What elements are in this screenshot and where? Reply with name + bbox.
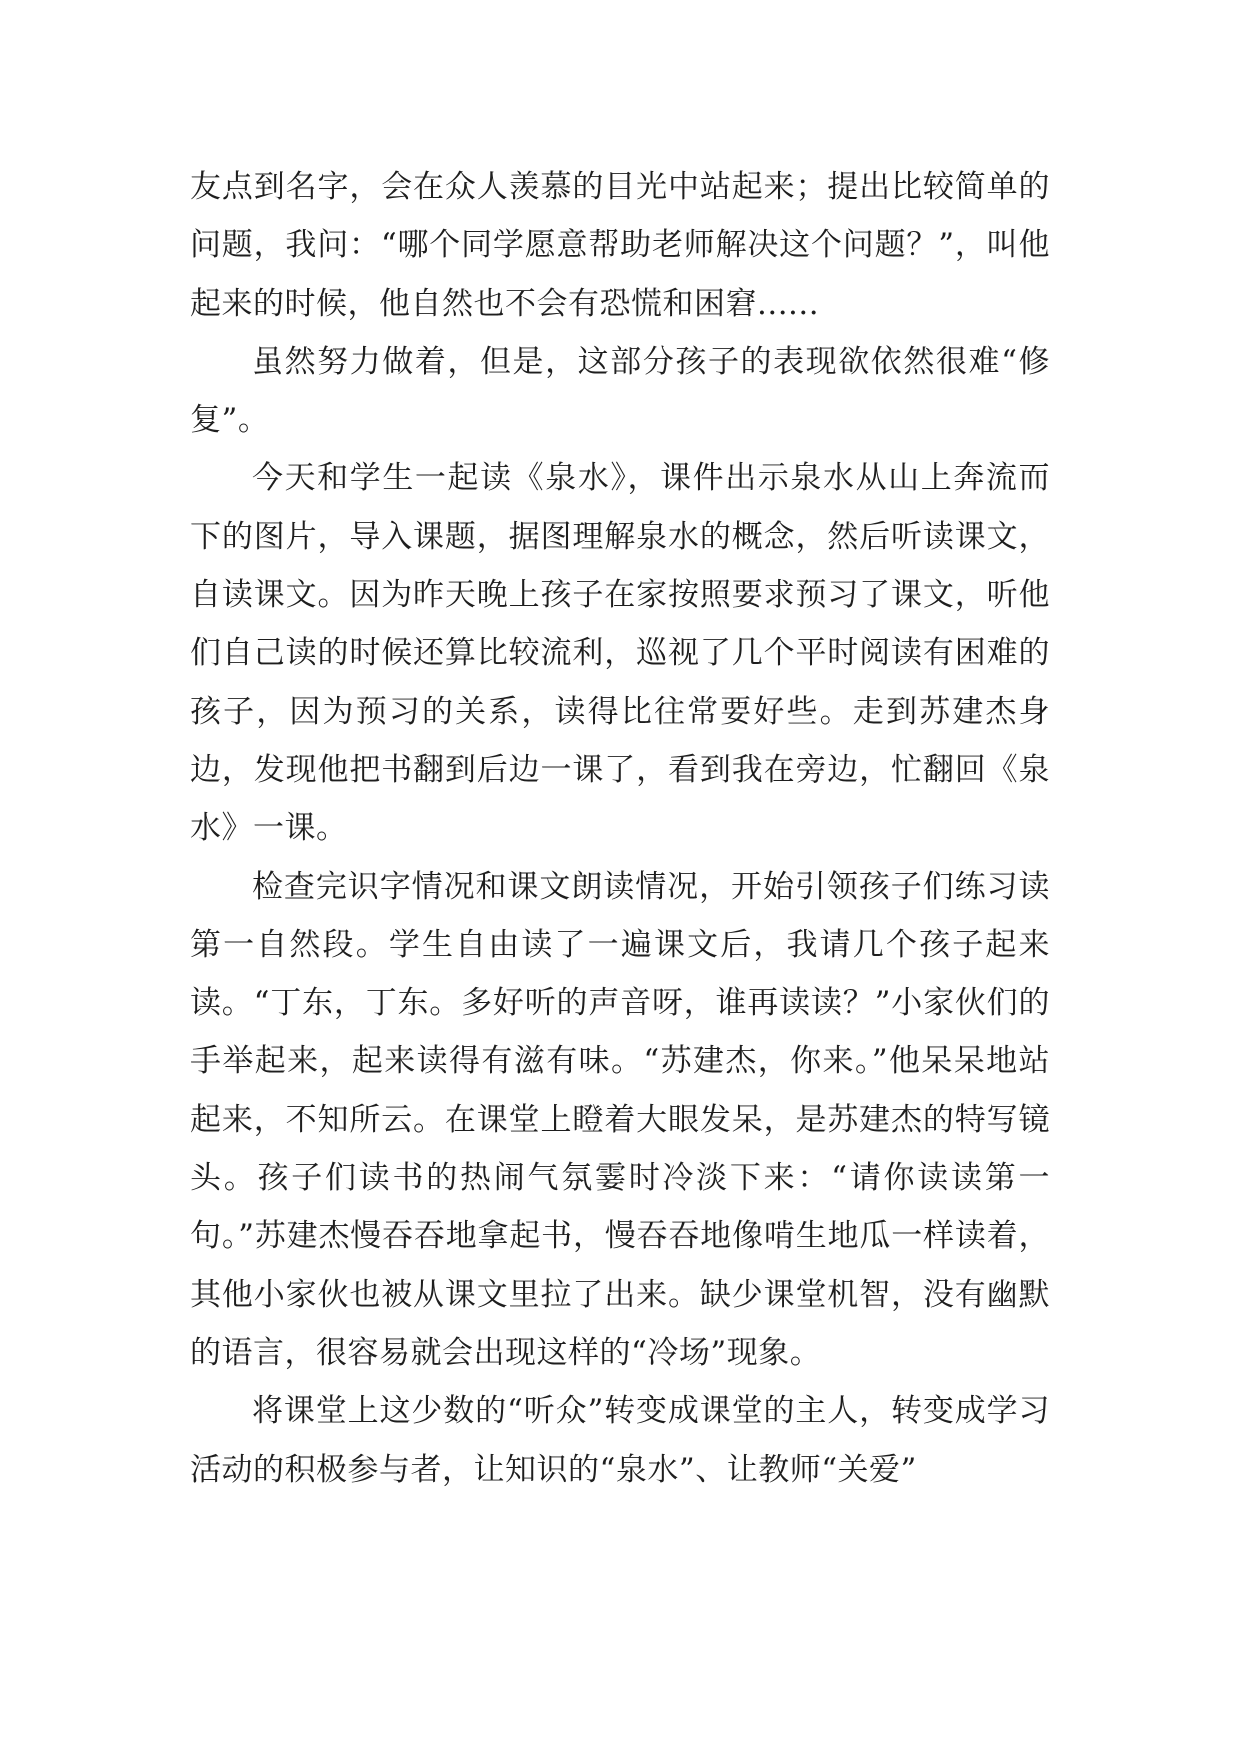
paragraph: 将课堂上这少数的“听众”转变成课堂的主人，转变成学习活动的积极参与者，让知识的“泉水”、让教师“关爱” — [190, 1393, 1050, 1488]
paragraph: 虽然努力做着，但是，这部分孩子的表现欲依然很难“修复”。 — [190, 343, 1050, 439]
paragraph-continuation: 友点到名字，会在众人羡慕的目光中站起来；提出比较简单的问题，我问：“哪个同学愿意帮助老师解决这个问题？”，叫他起来的时候，他自然也不会有恐慌和困窘...... — [190, 169, 1050, 322]
paragraph: 今天和学生一起读《泉水》，课件出示泉水从山上奔流而下的图片，导入课题，据图理解泉水的概念，然后听读课文，自读课文。因为昨天晚上孩子在家按照要求预习了课文，听他们自己读的时候还算比较流利，巡视了几个平时阅读有困难的孩子，因为预习的关系，读得比往常要好些。走到苏建杰身边，发现他把书翻到后边一课了，看到我在旁边，忙翻回《泉水》一课。 — [190, 460, 1050, 847]
paragraph: 检查完识字情况和课文朗读情况，开始引领孩子们练习读第一自然段。学生自由读了一遍课文后，我请几个孩子起来读。“丁东，丁东。多好听的声音呀，谁再读读？”小家伙们的手举起来，起来读得有滋有味。“苏建杰，你来。”他呆呆地站起来，不知所云。在课堂上瞪着大眼发呆，是苏建杰的特写镜头。孩子们读书的热闹气氛霎时冷淡下来：“请你读读第一句。”苏建杰慢吞吞地拿起书，慢吞吞地像啃生地瓜一样读着，其他小家伙也被从课文里拉了出来。缺少课堂机智，没有幽默的语言，很容易就会出现这样的“冷场”现象。 — [190, 868, 1050, 1371]
document-body — [190, 158, 1050, 1499]
